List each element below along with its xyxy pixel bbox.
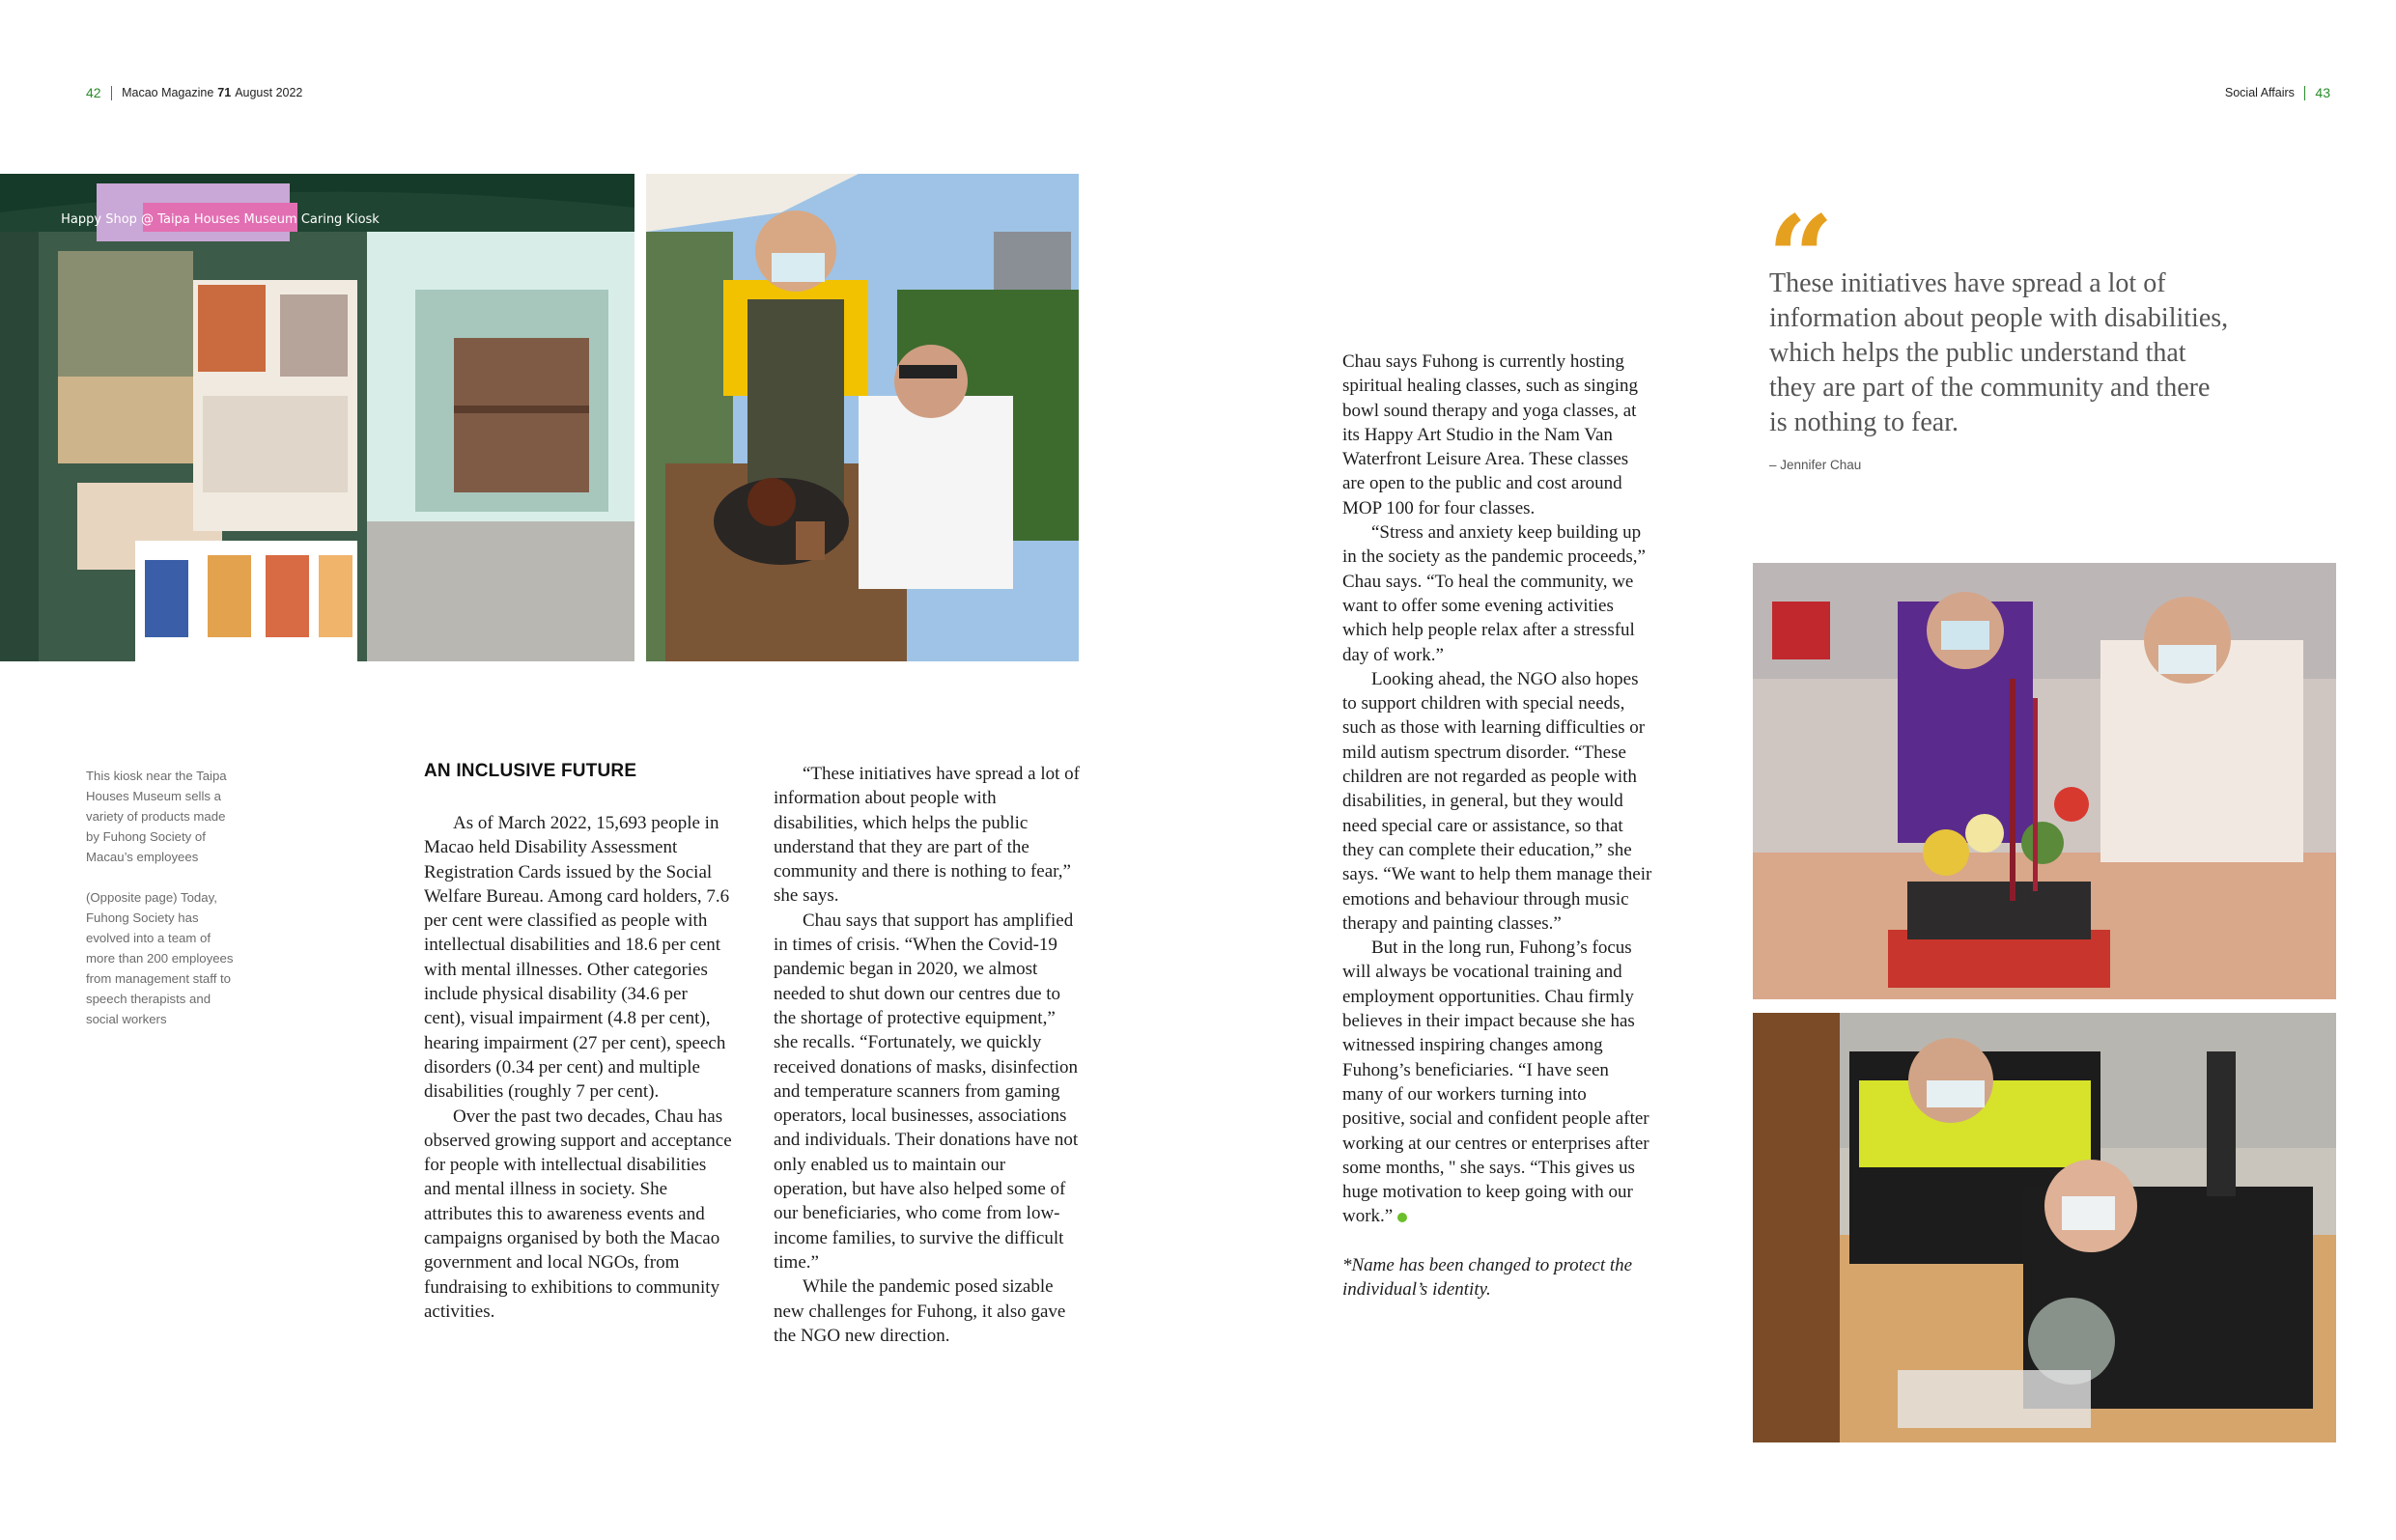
paragraph: “These initiatives have spread a lot of information about people with disabilities, which helps the public understand that they are part of the community and there is nothing to fear,” she says. [774,764,1081,907]
caption-kiosk: This kiosk near the Taipa Houses Museum sells a variety of products made by Fuhong Society of Macau’s employees [86,769,227,864]
page-number-right: 43 [2315,85,2330,100]
issue-number: 71 [217,86,232,99]
photo-captions [86,766,240,1050]
paragraph: Chau says Fuhong is currently hosting spiritual healing classes, such as singing bowl sound therapy and yoga classes, at its Happy Art Studio in the Nam Van Waterfront Leisure Area. These classes are open to the public and cost around MOP 100 for four classes. [1342,351,1639,518]
paragraph: As of March 2022, 15,693 people in Macao held Disability Assessment Registration Cards issued by the Social Welfare Bureau. Among card holders, 7.6 per cent were classified as people with intellectual disabilities and 18.6 per cent with mental illnesses. Other categories include physical disability (34.6 per cent), visual impairment (4.8 per cent), hearing impairment (27 per cent), speech disorders (0.34 per cent) and multiple disabilities (roughly 7 per cent). [424,813,730,1103]
flower-arranging-photo [1753,563,2336,999]
terrarium-photo [1753,1013,2336,1442]
running-header-left [86,85,302,100]
kiosk-sign-text: Happy Shop @ Taipa Houses Museum Caring Kiosk [61,212,380,227]
pull-quote-attribution: – Jennifer Chau [1769,458,1862,472]
body-column-2 [774,762,1081,1348]
footnote: *Name has been changed to protect the individual’s identity. [1342,1254,1633,1300]
header-divider [2304,86,2306,100]
quote-mark-icon: “ [1767,190,1835,326]
running-header-right [2225,85,2330,100]
kiosk-photo [0,174,634,661]
paragraph: Chau says that support has amplified in times of crisis. “When the Covid-19 pandemic began in 2020, we almost needed to shut down our centres due to the shortage of protective equipment,” she recalls. “Fortunately, we quickly received donations of masks, disinfection and temperature scanners from gaming operators, local businesses, associations and individuals. Their donations have not only enabled us to maintain our operation, but have also helped some of our beneficiaries, who come from low-income families, to survive the difficult time.” [774,910,1079,1273]
tea-photo [646,174,1079,661]
magazine-name: Macao Magazine [122,86,214,99]
caption-opposite-page: (Opposite page) Today, Fuhong Society has evolved into a team of more than 200 employees from management staff to speech therapists and social workers [86,890,234,1026]
body-column-3 [1342,350,1653,1302]
header-divider [111,86,113,100]
paragraph: Over the past two decades, Chau has observed growing support and acceptance for people with intellectual disabilities and mental illness in society. She attributes this to awareness events and campaigns organised by both the Macao government and local NGOs, from fundraising to exhibitions to community activities. [424,1106,732,1322]
paragraph: While the pandemic posed sizable new challenges for Fuhong, it also gave the NGO new direction. [774,1276,1066,1346]
paragraph-last [1342,936,1653,1229]
page-number-left: 42 [86,85,101,100]
pull-quote: These initiatives have spread a lot of information about people with disabilities, which helps the public understand that they are part of the community and there is nothing to fear. [1769,268,2229,437]
paragraph-text: But in the long run, Fuhong’s focus will always be vocational training and employment opportunities. Chau firmly believes in their impact because she has witnessed inspiring changes among Fuhong’s beneficiaries. “I have seen many of our workers turning into positive, social and confident people after working at our centres or enterprises after some months, '' she says. “This gives us huge motivation to keep going with our work.” [1342,938,1649,1227]
section-name: Social Affairs [2224,86,2295,99]
paragraph: “Stress and anxiety keep building up in the society as the pandemic proceeds,” Chau says. “To heal the community, we want to offer some evening activities which help people relax after a stressful day of work.” [1342,522,1646,665]
issue-date: August 2022 [235,86,303,99]
end-mark-icon [1397,1213,1407,1222]
paragraph: Looking ahead, the NGO also hopes to support children with special needs, such as those with learning difficulties or mild autism spectrum disorder. “These children are not regarded as people with disabilities, in general, but they would need special care or assistance, so that they can complete their education,” she says. “We want to help them manage their emotions and behaviour through music therapy and painting classes.” [1342,668,1652,934]
section-heading: AN INCLUSIVE FUTURE [424,761,637,781]
body-column-1 [424,811,733,1324]
